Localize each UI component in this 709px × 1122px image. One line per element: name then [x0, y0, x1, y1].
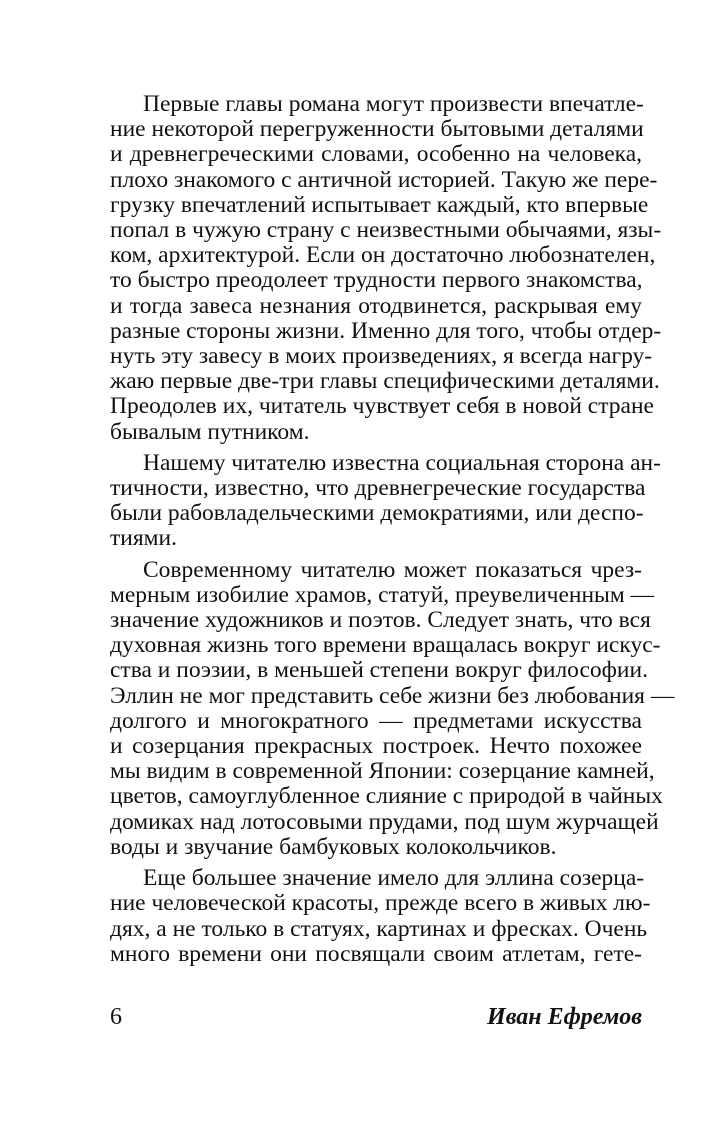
page-footer — [110, 1002, 642, 1032]
text-line: и тогда завеса незнания отодвинется, раскрывая ему — [110, 292, 642, 319]
text-line: ства и поэзии, в меньшей степени вокруг философии. — [110, 657, 648, 684]
text-line: Современному читателю может показаться чрез- — [143, 556, 642, 583]
text-line: то быстро преодолеет трудности первого знакомства, — [110, 267, 643, 294]
text-line: дях, а не только в статуях, картинах и фресках. Очень — [110, 915, 648, 942]
text-line: воды и звучание бамбуковых колокольчиков. — [110, 833, 557, 860]
text-line: Первые главы романа могут произвести впечатле- — [143, 91, 644, 117]
text-line: долгого и многократного — предметами искусства — [110, 707, 642, 734]
text-line: мерным изобилие храмов, статуй, преувеличенным — — [110, 581, 655, 608]
text-line: нуть эту завесу в моих произведениях, я всегда нагру- — [110, 343, 653, 370]
text-line: тичности, известно, что древнегреческие государства — [110, 475, 646, 502]
text-line: значение художников и поэтов. Следует знать, что вся — [110, 607, 651, 634]
text-line: Нашему читателю известна социальная сторона ан- — [143, 449, 661, 476]
paragraph-1 — [110, 91, 662, 445]
text-line: Преодолев их, читатель чувствует себя в новой стране — [110, 393, 654, 420]
text-line: попал в чужую страну с неизвестными обычаями, язы- — [110, 217, 662, 244]
text-line: Еще большее значение имело для эллина созерца- — [143, 865, 645, 892]
text-line: духовная жизнь того времени вращалась вокруг искус- — [110, 632, 661, 659]
text-line: разные стороны жизни. Именно для того, чтобы отдер- — [110, 317, 662, 344]
text-line: грузку впечатлений испытывает каждый, кто впервые — [110, 191, 649, 218]
running-header-author: Иван Ефремов — [487, 1004, 642, 1030]
text-line: ние некоторой перегруженности бытовыми деталями — [110, 116, 644, 143]
text-line: плохо знакомого с античной историей. Такую же пере- — [110, 166, 658, 193]
page-number: 6 — [110, 1004, 122, 1030]
paragraph-4 — [110, 865, 651, 967]
text-line: и древнегреческими словами, особенно на человека, — [110, 141, 642, 168]
text-line: и созерцания прекрасных построек. Нечто похожее — [110, 733, 642, 760]
text-line: цветов, самоуглубленное слияние с природой в чайных — [110, 783, 663, 810]
text-line: Эллин не мог представить себе жизни без любования — — [110, 682, 675, 709]
text-line: домиках над лотосовыми прудами, под шум журчащей — [110, 808, 659, 835]
text-line: ком, архитектурой. Если он достаточно любознателен, — [110, 242, 656, 269]
body-text — [110, 91, 675, 967]
text-line: жаю первые две-три главы специфическими деталями. — [110, 368, 660, 395]
text-line: ние человеческой красоты, прежде всего в живых лю- — [110, 890, 651, 917]
paragraph-3 — [110, 556, 675, 860]
paragraph-2 — [110, 449, 661, 552]
text-line: бывалым путником. — [110, 418, 310, 445]
text-line: были рабовладельческими демократиями, или деспо- — [110, 500, 644, 527]
text-line: мы видим в современной Японии: созерцание камней, — [110, 758, 655, 785]
text-line: тиями. — [110, 525, 177, 552]
text-line: много времени они посвящали своим атлетам, гете- — [110, 940, 642, 967]
